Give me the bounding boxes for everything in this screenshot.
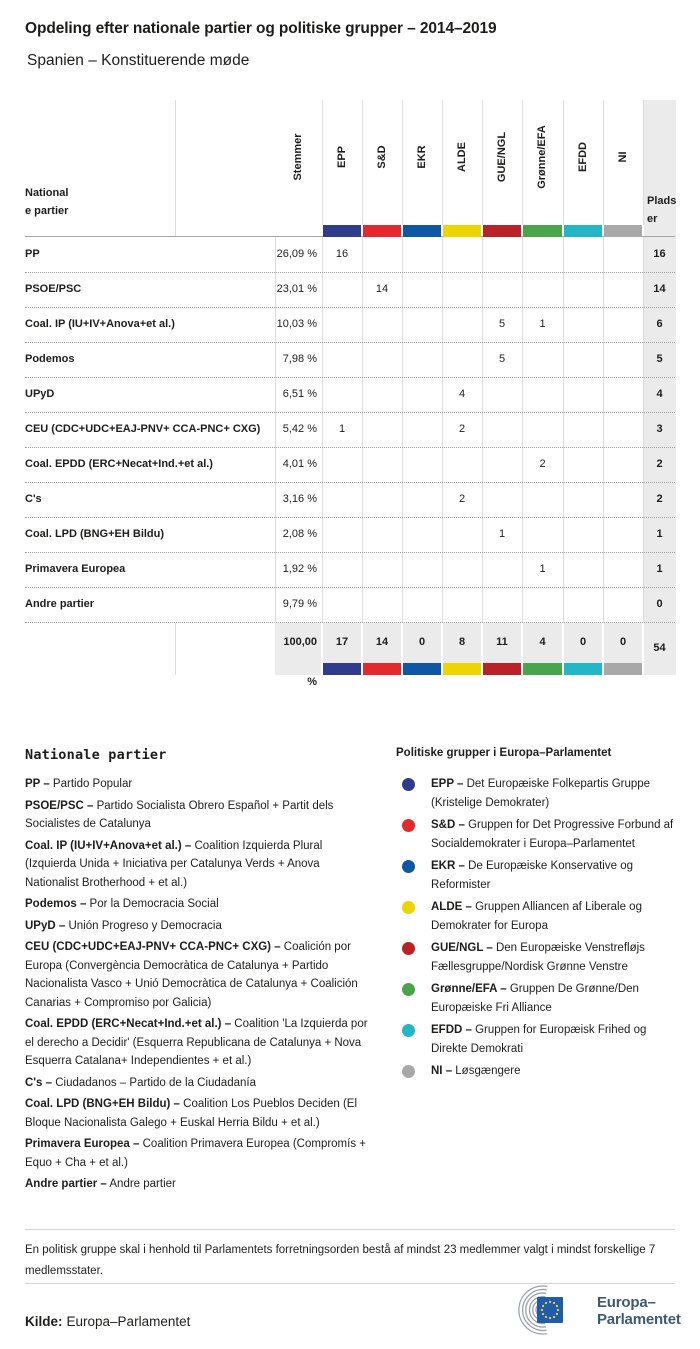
group-column-header: Grønne/EFA [536, 125, 548, 189]
group-legend-item [396, 939, 678, 976]
party-legend-item: UPyD – Unión Progreso y Democracia [25, 919, 222, 932]
group-legend-term: NI – [431, 1065, 453, 1077]
total-group-seats-cell: 11 [496, 636, 508, 648]
total-group-seats-cell: 14 [375, 636, 389, 648]
group-column-header: EFDD [577, 142, 589, 172]
party-name-cell: PP [25, 248, 40, 260]
political-groups-legend [396, 747, 678, 1085]
group-legend-term: EPP – [431, 778, 464, 790]
group-seats-cell: 1 [539, 563, 546, 575]
group-legend-text: GUE/NGL – Den Europæiske Venstrefløjs Fællesgruppe/Nordisk Grønne Venstre [431, 942, 645, 973]
group-seats-cell: 5 [498, 353, 506, 365]
total-group-seats-cell: 4 [539, 636, 546, 648]
group-column-header: EPP [336, 146, 348, 169]
party-legend-term: C's – [25, 1076, 53, 1089]
party-legend-item: Primavera Europea – Coalition Primavera Europea (Compromís + Equo + Cha + et al.) [25, 1138, 366, 1169]
total-seats-cell: 5 [656, 353, 663, 365]
ep-logo-text-line2: Parlamentet [597, 1311, 681, 1328]
group-color-bar [483, 663, 521, 675]
party-name-cell: Coal. LPD (BNG+EH Bildu) [25, 528, 165, 540]
header-column-line [563, 100, 564, 225]
group-legend-item [396, 857, 678, 894]
group-legend-text: NI – Løsgængere [431, 1065, 521, 1077]
source-line [25, 1314, 194, 1329]
group-color-dot [402, 819, 415, 832]
group-color-bar [403, 663, 441, 675]
group-color-bar [443, 663, 481, 675]
party-legend-item: Andre partier – Andre partier [25, 1178, 176, 1190]
group-legend-text: EKR – De Europæiske Konservative og Reformister [431, 860, 633, 891]
party-legend-item: Coal. LPD (BNG+EH Bildu) – Coalition Los Pueblos Deciden (El Bloque Nacionalista Galego + Euskal Herria Bildu + et al.) [25, 1098, 358, 1129]
group-legend-term: GUE/NGL – [431, 942, 493, 954]
group-color-dot [402, 1024, 415, 1037]
group-color-dot [402, 778, 415, 791]
seats-column-header: Plads [647, 195, 677, 207]
total-votes-cell: 100,00 % [283, 636, 317, 688]
votes-cell: 1,92 % [282, 563, 317, 575]
source-label: Kilde: [25, 1314, 63, 1329]
total-group-seats-cell: 0 [579, 636, 587, 648]
votes-cell: 6,51 % [282, 388, 317, 400]
group-seats-cell: 2 [458, 423, 466, 435]
seats-column-header: er [647, 213, 658, 225]
group-legend-item [396, 1021, 678, 1058]
header-column-line [402, 100, 403, 225]
total-seats-cell: 16 [653, 248, 666, 260]
group-legend-item [396, 816, 678, 853]
group-color-bar [523, 225, 562, 237]
party-legend-term: Podemos – [25, 898, 87, 910]
group-seats-cell: 2 [458, 493, 466, 505]
source-value: Europa–Parlamentet [66, 1314, 191, 1329]
grand-total-seats-cell: 54 [653, 642, 666, 654]
table-corner-label: e partier [25, 205, 69, 217]
party-name-cell: Coal. IP (IU+IV+Anova+et al.) [25, 318, 175, 330]
party-name-cell: Coal. EPDD (ERC+Necat+Ind.+et al.) [25, 458, 213, 470]
party-legend-term: Coal. LPD (BNG+EH Bildu) – [25, 1098, 180, 1110]
party-legend-term: PP – [25, 778, 50, 790]
group-seats-cell: 4 [458, 388, 466, 400]
group-seats-cell: 1 [539, 318, 546, 330]
total-group-seats-cell: 0 [619, 636, 627, 648]
ep-logo [507, 1284, 681, 1338]
group-column-header: S&D [376, 145, 388, 169]
votes-cell: 5,42 % [282, 423, 317, 435]
group-color-bar [483, 225, 521, 237]
party-name-cell: Andre partier [25, 598, 95, 610]
party-legend-term: Primavera Europea – [25, 1138, 140, 1150]
political-groups-items [396, 775, 678, 1081]
group-color-dot [402, 901, 415, 914]
total-group-seats-cell: 17 [335, 636, 349, 648]
group-color-bar [323, 663, 361, 675]
group-seats-cell: 16 [335, 248, 349, 260]
footnote: En politisk gruppe skal i henhold til Parlamentets forretningsorden bestå af mindst 23 medlemmer valgt i mindst forskellige 7 medlemsstater. [25, 1244, 656, 1277]
party-legend-item: CEU (CDC+UDC+EAJ-PNV+ CCA-PNC+ CXG) – Coalición por Europa (Convergència Democràtica de Catalunya + Partido Nacionalista Vasco + Unió Democràtica de Catalunya + Coalición Canarias + Compromiso por Galicia) [25, 941, 358, 1009]
group-seats-cell: 5 [498, 318, 506, 330]
group-seats-cell: 1 [498, 528, 506, 540]
party-legend-term: Coal. IP (IU+IV+Anova+et al.) – [25, 839, 192, 852]
group-legend-term: ALDE – [431, 901, 472, 913]
group-color-bar [323, 225, 361, 237]
group-legend-term: S&D – [431, 819, 465, 831]
group-column-header: EKR [416, 145, 428, 169]
votes-cell: 23,01 % [276, 283, 317, 295]
header-column-line [603, 100, 604, 225]
total-seats-cell: 2 [656, 493, 663, 505]
party-legend-item: PP – Partido Popular [25, 778, 133, 790]
page-title: Opdeling efter nationale partier og politiske grupper – 2014–2019 [25, 20, 497, 37]
group-column-header: ALDE [456, 142, 468, 172]
group-color-dot [402, 983, 415, 996]
political-groups-heading: Politiske grupper i Europa–Parlamentet [396, 747, 612, 759]
votes-column-header: Stemmer [292, 133, 304, 181]
party-legend-item: C's – Ciudadanos – Partido de la Ciudadanía [25, 1076, 256, 1089]
party-legend-item: PSOE/PSC – Partido Socialista Obrero Español + Partit dels Socialistes de Catalunya [25, 799, 334, 830]
group-color-bar [403, 225, 441, 237]
party-name-cell: Primavera Europea [25, 563, 126, 575]
group-seats-cell: 1 [338, 423, 346, 435]
party-name-cell: CEU (CDC+UDC+EAJ-PNV+ CCA-PNC+ CXG) [25, 423, 261, 435]
group-color-bar [564, 663, 602, 675]
party-legend-term: PSOE/PSC – [25, 799, 94, 812]
group-color-bar [604, 225, 642, 237]
header-column-line [442, 100, 443, 225]
votes-cell: 26,09 % [276, 248, 317, 260]
total-seats-cell: 14 [653, 283, 666, 295]
table-corner-label: National [25, 187, 69, 199]
party-legend-term: UPyD – [25, 919, 66, 932]
group-column-header: NI [617, 151, 629, 163]
group-color-bar [363, 663, 401, 675]
group-color-bar [604, 663, 642, 675]
votes-cell: 3,16 % [282, 493, 317, 505]
votes-cell: 2,08 % [282, 528, 317, 540]
group-legend-term: EFDD – [431, 1024, 472, 1036]
page-subtitle: Spanien – Konstituerende møde [27, 52, 250, 69]
total-seats-cell: 3 [656, 423, 663, 435]
group-color-dot [402, 860, 415, 873]
header-column-line [522, 100, 523, 225]
header-column-line [643, 100, 644, 225]
header-column-line [322, 100, 323, 225]
total-seats-cell: 4 [656, 388, 663, 400]
total-group-seats-cell: 0 [418, 636, 426, 648]
group-legend-text: ALDE – Gruppen Alliancen af Liberale og Demokrater for Europa [431, 901, 642, 932]
total-seats-cell: 1 [656, 528, 663, 540]
group-legend-item [396, 980, 678, 1017]
ep-logo-icon [507, 1284, 589, 1338]
group-legend-term: Grønne/EFA – [431, 983, 507, 995]
group-column-header: GUE/NGL [496, 131, 508, 183]
group-color-bar [564, 225, 602, 237]
header-divider-line [175, 100, 176, 236]
total-group-seats-cell: 8 [458, 636, 466, 648]
body-column-line [603, 237, 604, 622]
ep-logo-text [597, 1294, 681, 1328]
group-color-bar [443, 225, 481, 237]
ep-logo-text-line1: Europa– [597, 1294, 656, 1311]
group-seats-cell: 2 [539, 458, 546, 470]
votes-cell: 7,98 % [282, 353, 317, 365]
group-color-bar [363, 225, 401, 237]
party-legend-item: Podemos – Por la Democracia Social [25, 898, 219, 910]
group-legend-term: EKR – [431, 860, 465, 872]
group-legend-item [396, 898, 678, 935]
party-legend-term: Andre partier – [25, 1178, 107, 1190]
divider-top [25, 1229, 675, 1230]
body-column-line [563, 237, 564, 622]
party-legend-item: Coal. EPDD (ERC+Necat+Ind.+et al.) – Coalition 'La Izquierda por el derecho a Decidir' (Esquerra Republicana de Catalunya + Nova Esquerra Catalana+ Independientes + et al.) [25, 1018, 368, 1067]
group-legend-item [396, 1062, 678, 1081]
party-legend-item: Coal. IP (IU+IV+Anova+et al.) – Coalition Izquierda Plural (Izquierda Unida + Iniciativa per Catalunya Verds + Anova Nationalist Brotherhood + et al.) [25, 839, 323, 889]
header-column-line [482, 100, 483, 225]
national-parties-items [25, 775, 375, 1194]
party-name-cell: PSOE/PSC [25, 283, 82, 295]
group-seats-cell: 14 [375, 283, 389, 295]
party-name-cell: UPyD [25, 388, 55, 400]
group-legend-text: Grønne/EFA – Gruppen De Grønne/Den Europæiske Fri Alliance [431, 983, 639, 1014]
group-legend-item [396, 775, 678, 812]
total-seats-cell: 1 [656, 563, 663, 575]
national-parties-heading: Nationale partier [25, 747, 167, 763]
group-legend-text: S&D – Gruppen for Det Progressive Forbund af Socialdemokrater i Europa–Parlamentet [431, 819, 674, 850]
party-legend-term: CEU (CDC+UDC+EAJ-PNV+ CCA-PNC+ CXG) – [25, 941, 281, 953]
group-color-bar [523, 663, 562, 675]
votes-cell: 4,01 % [282, 458, 317, 470]
total-seats-cell: 0 [656, 598, 663, 610]
national-parties-legend [25, 747, 375, 1197]
party-name-cell: Podemos [25, 353, 75, 365]
body-column-line [482, 237, 483, 622]
group-color-dot [402, 1065, 415, 1078]
total-divider-line [175, 623, 176, 675]
total-seats-cell: 2 [656, 458, 663, 470]
header-column-line [362, 100, 363, 225]
party-name-cell: C's [25, 493, 42, 505]
group-legend-text: EFDD – Gruppen for Europæisk Frihed og Direkte Demokrati [431, 1024, 647, 1055]
votes-cell: 9,79 % [282, 598, 317, 610]
votes-cell: 10,03 % [276, 318, 317, 330]
group-legend-text: EPP – Det Europæiske Folkepartis Gruppe (Kristelige Demokrater) [431, 778, 651, 809]
party-legend-term: Coal. EPDD (ERC+Necat+Ind.+et al.) – [25, 1018, 232, 1030]
total-seats-cell: 6 [656, 318, 663, 330]
body-column-line [402, 237, 403, 622]
group-color-dot [402, 942, 415, 955]
